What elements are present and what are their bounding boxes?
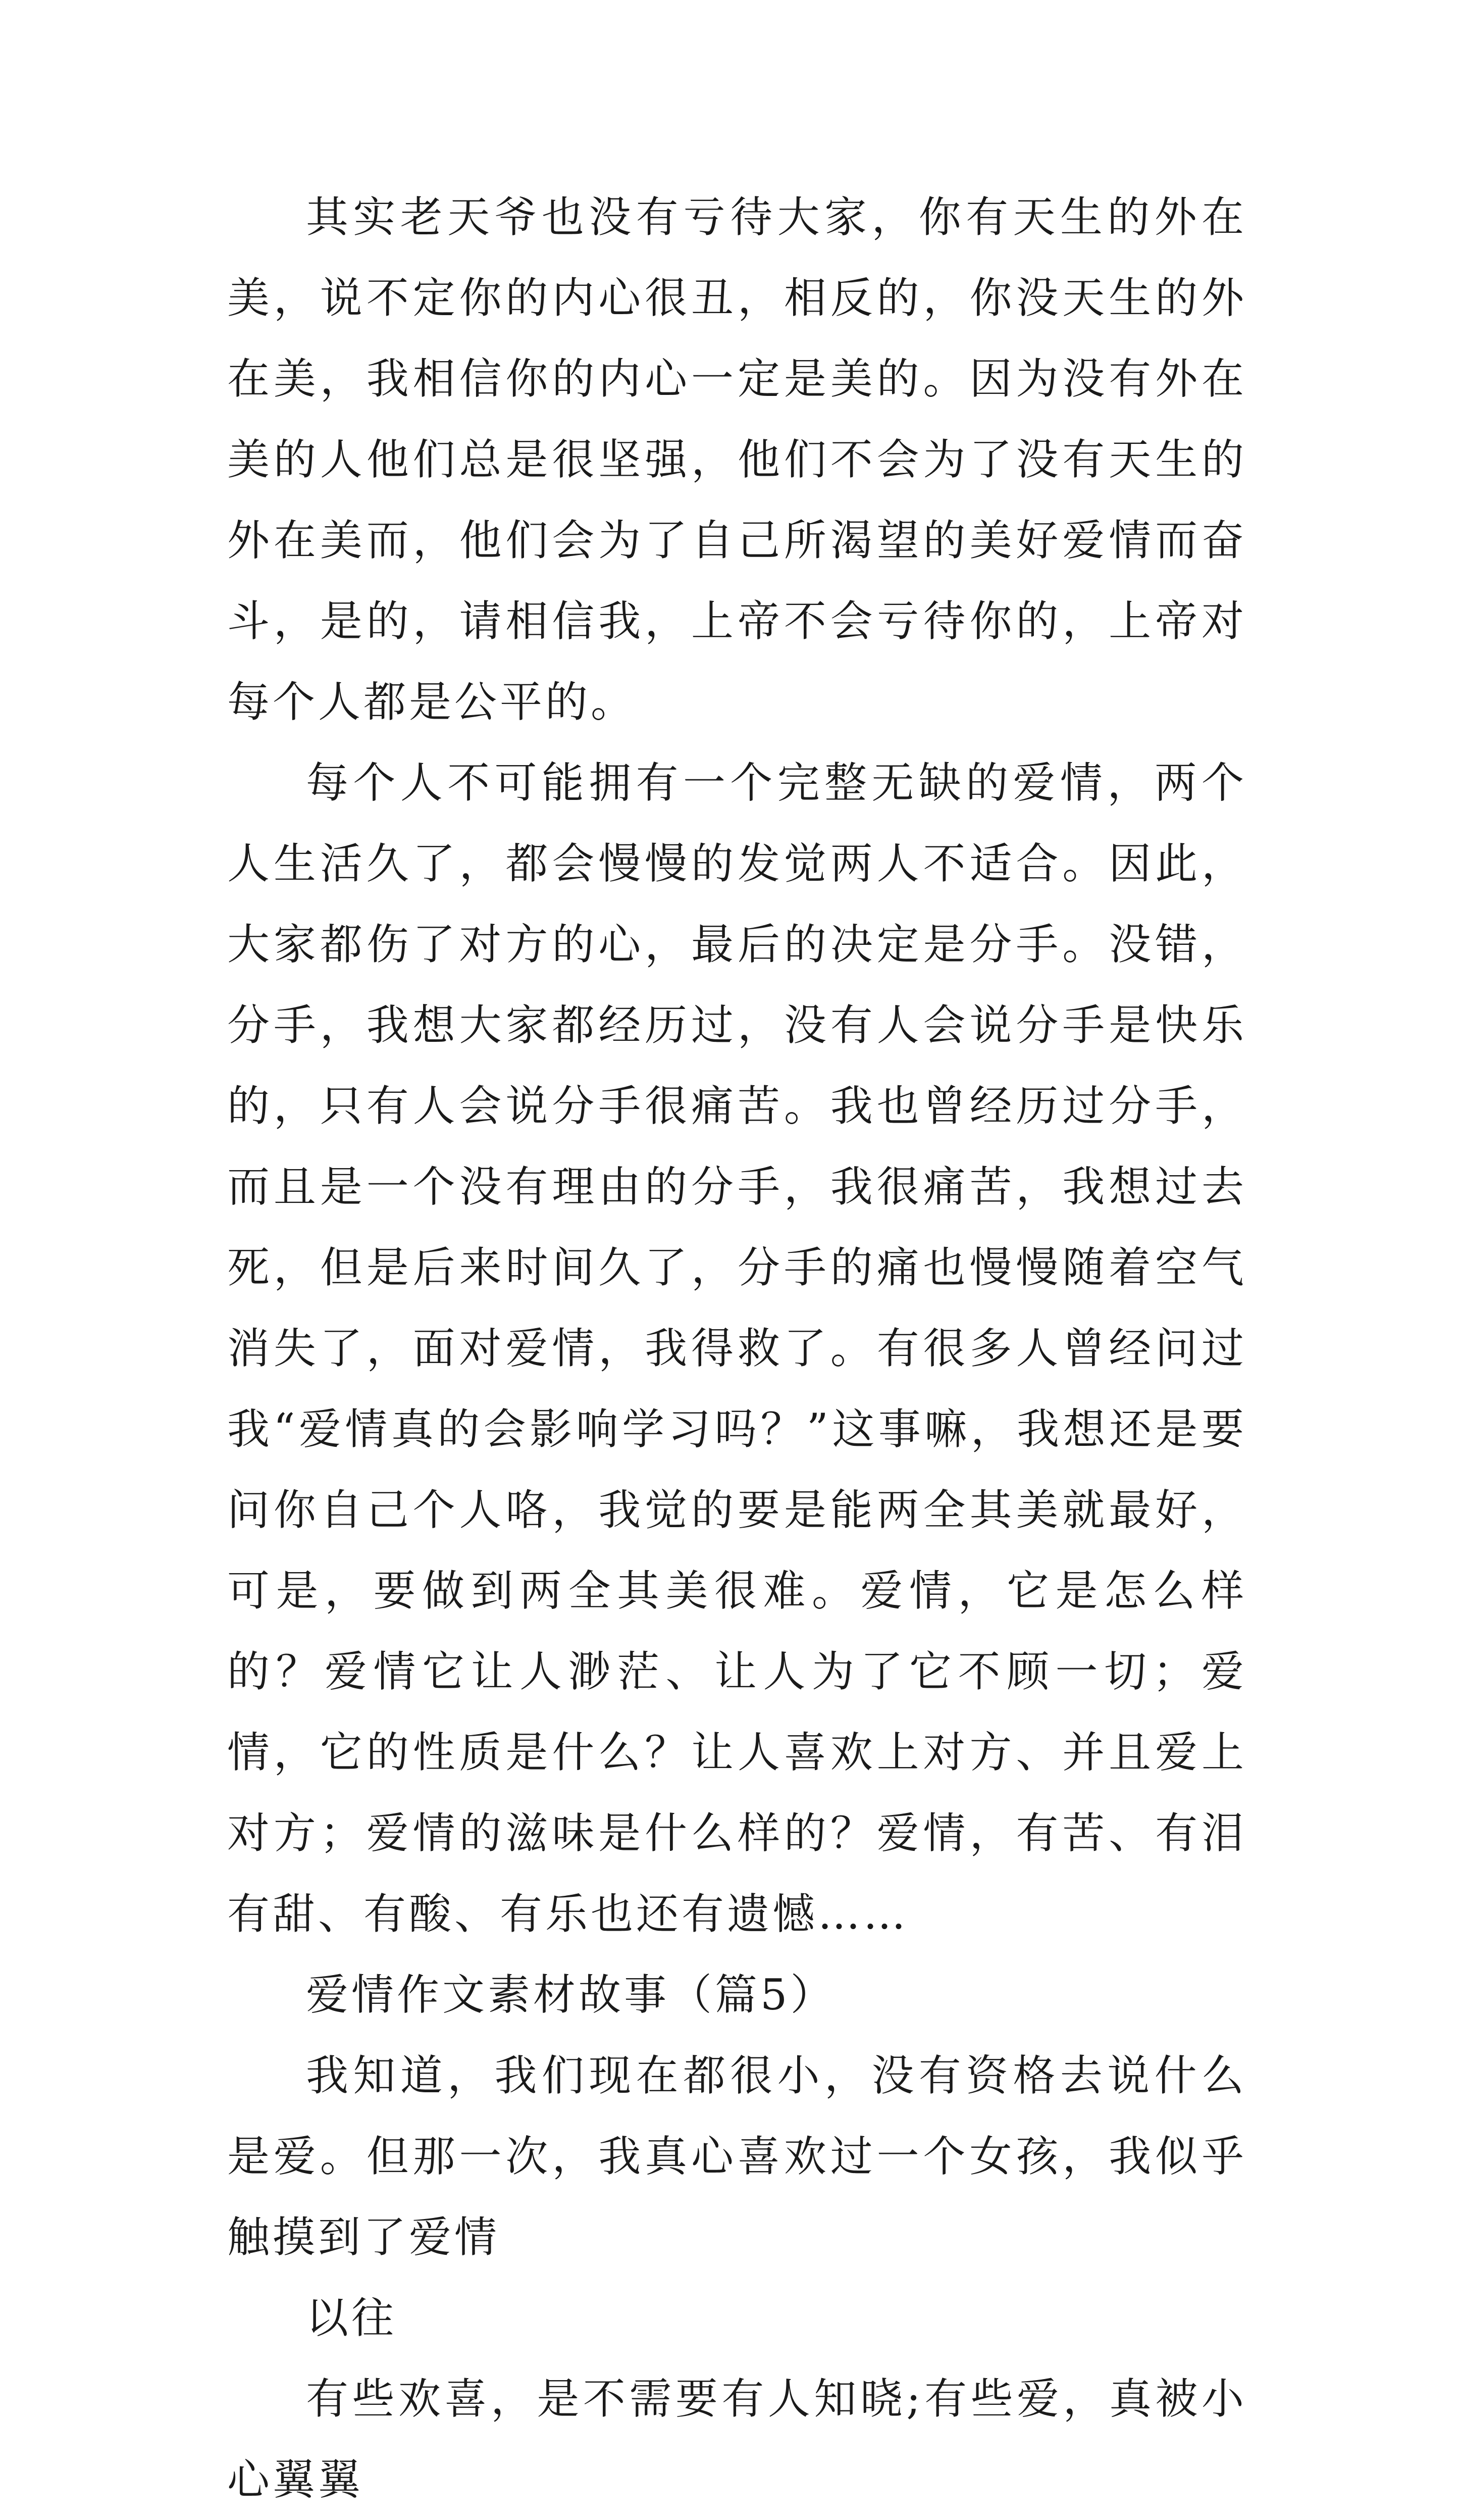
- paragraph: 以往: [306, 2293, 397, 2343]
- document-body: [227, 177, 1247, 2520]
- paragraph: 其实老天爷也没有亏待大家，你有天生的外在美，说不定你的内心很丑，相反的，你没天生的外在美，我相信你的内心一定是美的。因为没有外在美的人他们总是很坚强，他们不会为了没有天生的外在美而，他们会为了自己所渴望的美好爱情而奋斗，是的，请相信我，上帝不会亏待你的，上帝对每个人都是公平的。: [227, 192, 1247, 727]
- paragraph: 我知道，我们现在都很小，没有资格去说什么是爱。但那一次，我真心喜欢过一个女孩，我似乎触摸到了爱情: [227, 2051, 1247, 2262]
- paragraph: 有些欢喜，是不需要有人知晓;有些爱，真被小心翼翼: [227, 2374, 1247, 2504]
- section-heading: 爱情作文素材故事（篇5）: [306, 1970, 836, 2020]
- paragraph: 每个人不可能拥有一个完整无缺的爱情，两个人生活久了，都会慢慢的发觉两人不适合。因此，大家都伤了对方的心，最后的决定是分手。没错，分手，我想大家都经历过，没有人会说分手是快乐的，只有人会说分手很痛苦。我也曾经历过分手，而且是一个没有理由的分手，我很痛苦，我想过去死，但是后来时间久了，分手的痛也慢慢随着空气消失了，面对爱情，我得救了。有很多人曾经问过我“爱情真的会影响学习吗？”这事嘛，我想还是要问你自己个人咯，我觉的要是能两全其美就最好，可是，要做到两全其美很难。爱情，它是怎么样的？爱情它让人渺茫、让人为了它不顾一切；爱情，它的性质是什么？让人喜欢上对方、并且爱上对方；爱情的滋味是什么样的？爱情，有苦、有泪有甜、有酸、有乐也还有遗憾……: [227, 758, 1247, 1939]
